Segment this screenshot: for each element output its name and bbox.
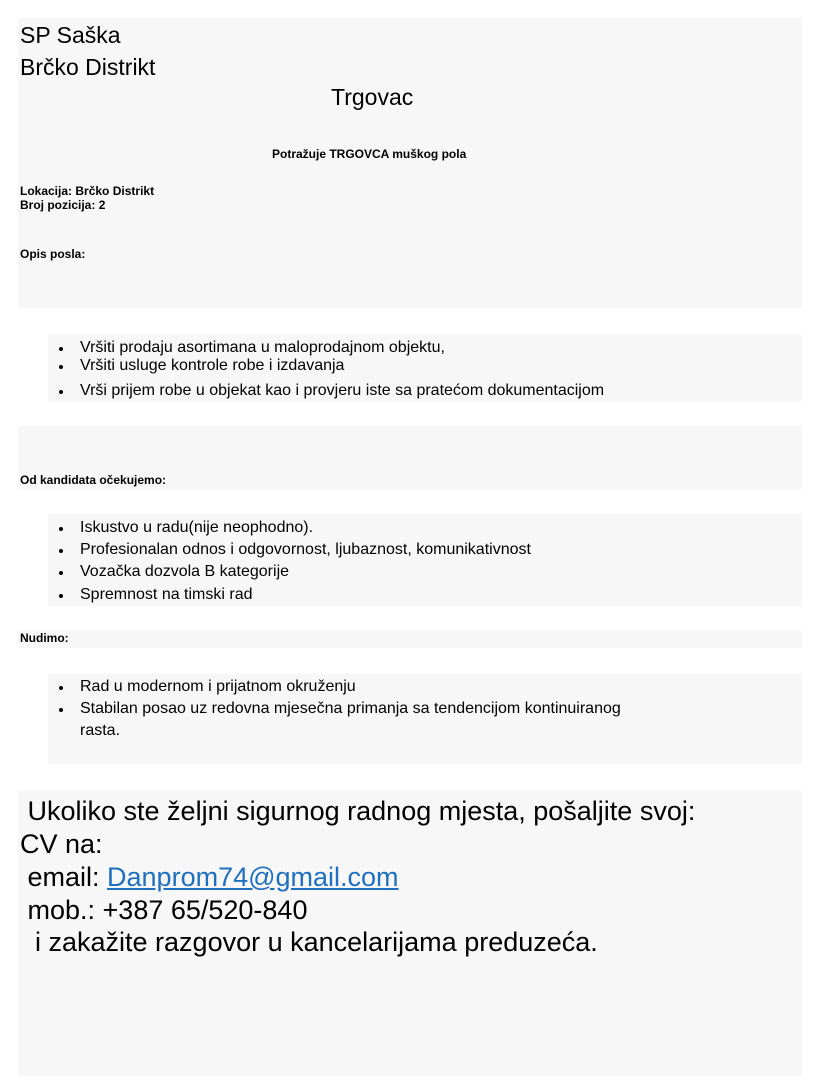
offer-item-continuation: rasta. [80,722,121,739]
contact-line-1: Ukoliko ste željni sigurnog radnog mjesta, pošaljite svoj: [20,796,696,826]
expectation-item: Iskustvo u radu(nije neophodno). [80,519,313,537]
email-label: email: [20,862,108,892]
expectation-item: Profesionalan odnos i odgovornost, ljubaznost, komunikativnost [80,541,531,559]
contact-email-line [20,862,399,893]
bullet-icon [59,390,63,394]
offer-heading-band [18,630,802,648]
expectation-item: Spremnost na timski rad [80,586,253,604]
expectations-heading: Od kandidata očekujemo: [20,473,167,487]
description-heading: Opis posla: [20,247,86,261]
bullet-icon [59,347,63,351]
job-title: Trgovac [331,84,414,110]
contact-phone: mob.: +387 65/520-840 [20,895,308,925]
contact-closing: i zakažite razgovor u kancelarijama preduzeća. [20,927,598,957]
offer-heading: Nudimo: [20,631,69,645]
expectation-item: Vozačka dozvola B kategorije [80,563,289,581]
job-headline: Potražuje TRGOVCA muškog pola [272,147,467,161]
location-line [20,184,154,199]
bullet-icon [59,708,63,712]
description-item: Vrši prijem robe u objekat kao i provjeru iste sa pratećom dokumentacijom [80,382,604,400]
bullet-icon [59,594,63,598]
positions-value: 2 [98,198,106,212]
company-location: Brčko Distrikt [20,54,156,80]
bullet-icon [59,365,63,369]
positions-label: Broj pozicija: [20,198,96,212]
company-name: SP Saška [20,22,121,48]
offer-item: Stabilan posao uz redovna mjesečna primanja sa tendencijom kontinuiranog [80,700,621,718]
positions-line [20,198,105,213]
bullet-icon [59,549,63,553]
description-item: Vršiti usluge kontrole robe i izdavanja [80,357,344,375]
bullet-icon [59,686,63,690]
description-item: Vršiti prodaju asortimana u maloprodajnom objektu, [80,339,445,357]
location-value: Brčko Distrikt [75,184,155,198]
location-label: Lokacija: [20,184,73,198]
bullet-icon [59,527,63,531]
contact-line-2: CV na: [20,829,103,859]
offer-item: Rad u modernom i prijatnom okruženju [80,678,356,696]
bullet-icon [59,571,63,575]
email-link[interactable]: Danprom74@gmail.com [107,862,399,892]
